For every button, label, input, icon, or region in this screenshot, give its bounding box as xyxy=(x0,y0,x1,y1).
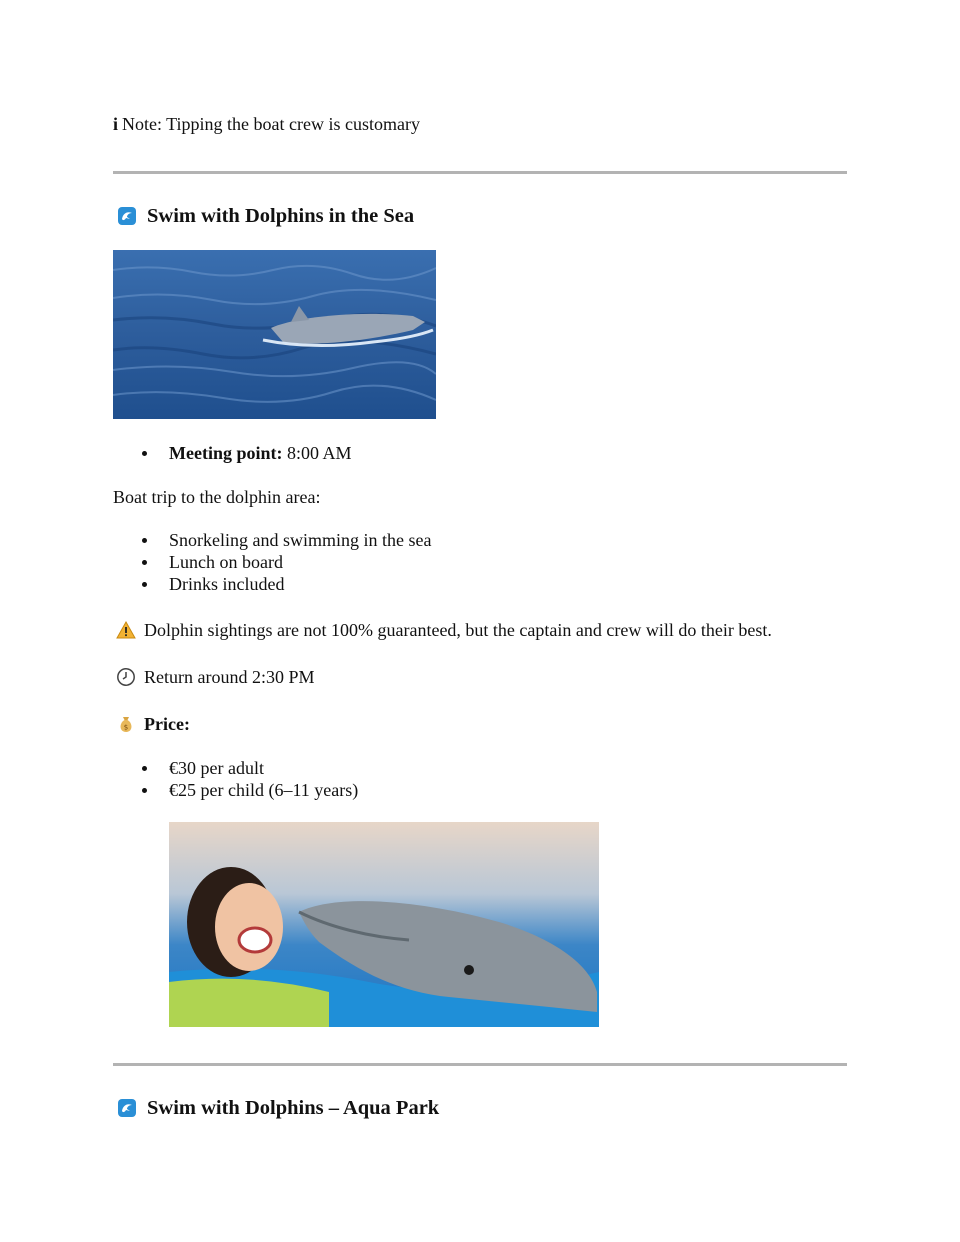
section-heading xyxy=(117,203,414,229)
dolphin-icon xyxy=(117,1098,137,1118)
divider xyxy=(113,171,847,174)
note-text: Note: Tipping the boat crew is customary xyxy=(122,114,420,134)
list-item: Drinks included xyxy=(113,573,431,595)
warning-line xyxy=(116,619,772,641)
tipping-note xyxy=(113,113,420,135)
price-list xyxy=(113,757,358,801)
activities-list xyxy=(113,529,431,595)
list-item: €25 per child (6–11 years) xyxy=(113,779,358,801)
svg-text:$: $ xyxy=(123,723,129,732)
warning-text: Dolphin sightings are not 100% guaranteed, but the captain and crew will do their best. xyxy=(144,620,772,640)
dolphin-sea-photo xyxy=(113,250,436,419)
info-icon: i xyxy=(113,114,119,134)
return-line xyxy=(116,666,315,688)
woman-dolphin-photo xyxy=(169,822,599,1027)
price-line xyxy=(116,713,190,735)
section-title: Swim with Dolphins in the Sea xyxy=(147,205,415,227)
section-title: Swim with Dolphins – Aqua Park xyxy=(147,1097,440,1119)
list-item: Meeting point: 8:00 AM xyxy=(113,442,352,464)
clock-icon xyxy=(116,667,136,687)
list-item: Lunch on board xyxy=(113,551,431,573)
price-label: Price: xyxy=(144,714,190,734)
money-bag-icon xyxy=(116,714,136,734)
section-heading xyxy=(117,1095,439,1121)
warning-icon xyxy=(116,620,136,640)
list-item: €30 per adult xyxy=(113,757,358,779)
divider xyxy=(113,1063,847,1066)
meeting-list xyxy=(113,442,352,464)
dolphin-icon xyxy=(117,206,137,226)
return-text: Return around 2:30 PM xyxy=(144,667,315,687)
boat-trip-text: Boat trip to the dolphin area: xyxy=(113,487,321,507)
list-item: Snorkeling and swimming in the sea xyxy=(113,529,431,551)
